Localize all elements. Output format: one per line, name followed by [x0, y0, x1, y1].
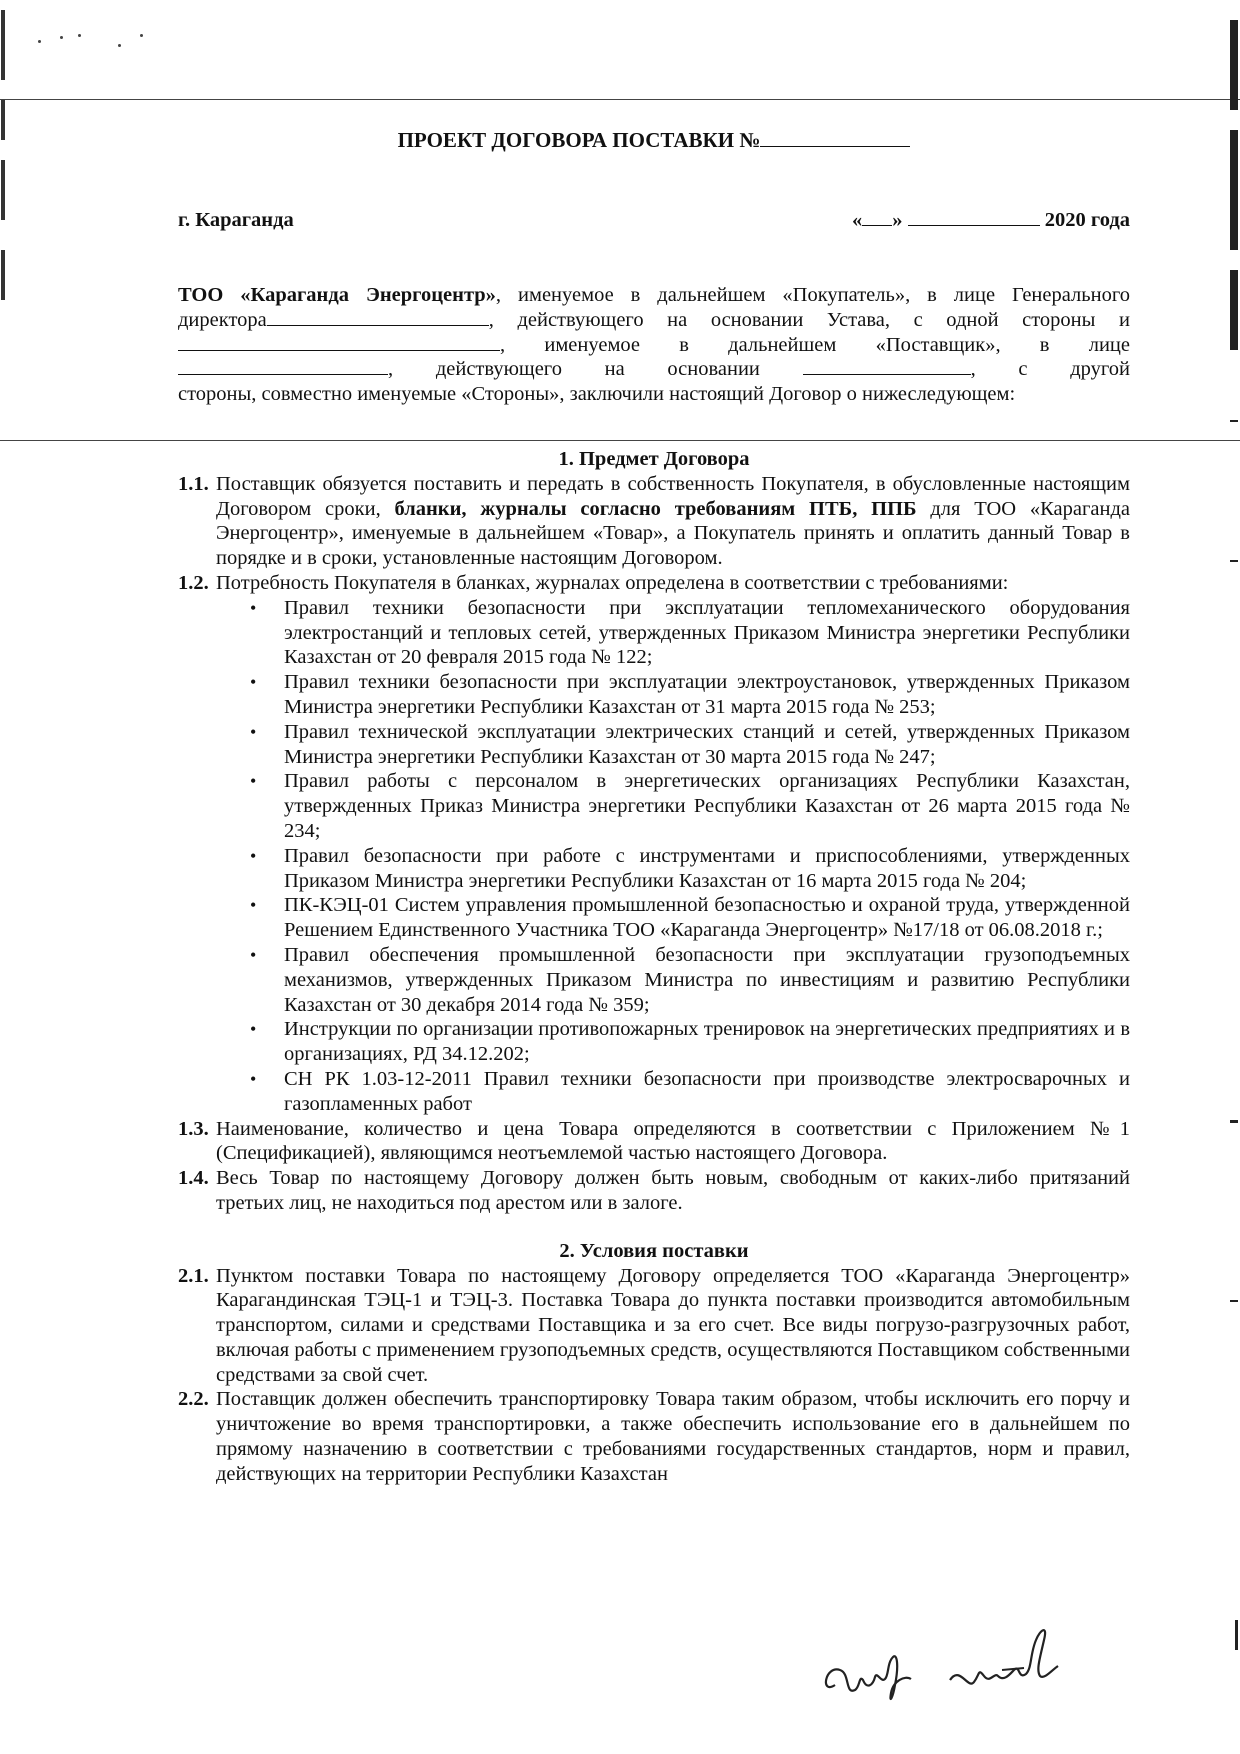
section-1-heading: 1. Предмет Договора [558, 448, 750, 470]
clause-1-3: 1.3. Наименование, количество и цена Товара определяются в соответствии с Приложением №1 (Спецификацией), являющимся неотъемлемой частью настоящего Договора. [178, 1117, 1130, 1165]
document-title: ПРОЕКТ ДОГОВОРА ПОСТАВКИ № [178, 128, 1130, 153]
date-field: « » 2020 года [852, 209, 1130, 231]
bullet-icon: • [250, 771, 257, 792]
requirement-item: • Правил безопасности при работе с инструментами и приспособлениями, утвержденных Приказом Министра энергетики Республики Казахстан от 16 марта 2015 года № 204; [250, 844, 1130, 892]
bullet-icon: • [250, 721, 257, 742]
scan-edge-left [0, 0, 8, 320]
requirement-item: • Правил техники безопасности при эксплуатации электроустановок, утвержденных Приказом Министра энергетики Республики Казахстан от 31 марта 2015 года № 253; [250, 671, 1130, 718]
contract-number-blank[interactable] [760, 128, 910, 147]
contract-body [178, 447, 1130, 1487]
supplier-name-blank[interactable] [178, 333, 500, 351]
scan-edge-right [1226, 0, 1240, 1754]
clause-1-4: 1.4. Весь Товар по настоящему Договору должен быть новым, свободным от каких-либо притязаний третьих лиц, не находиться под арестом или в залоге. [178, 1167, 1130, 1214]
requirements-list [178, 596, 1130, 1117]
month-blank[interactable] [908, 209, 1040, 226]
clause-2-2: 2.2. Поставщик должен обеспечить транспортировку Товара таким образом, чтобы исключить его порчу и уничтожение во время транспортировки, а также обеспечить использование его в дальнейшем по прямому назначению в соответствии с требованиями государственных стандартов, норм и правил, действующих на территории Республики Казахстан [178, 1388, 1130, 1485]
city-label: г. Караганда [178, 209, 294, 231]
clause-1-1: 1.1. Поставщик обязуется поставить и передать в собственность Покупателя, в обусловленные настоящим Договором сроки, бланки, журналы согласно требованиям ПТБ, ППБ для ТОО «Караганда Энергоцентр», именуемые в дальнейшем «Товар», а Покупатель принять и оплатить данный Товар в порядке и в сроки, установленные настоящим Договором. [178, 472, 1131, 570]
buyer-name: ТОО «Караганда Энергоцентр» [178, 284, 496, 306]
day-blank[interactable] [862, 209, 892, 226]
preamble: ТОО «Караганда Энергоцентр», именуемое в дальнейшем «Покупатель», в лице Генерального директора , действующего на основании Устава, с одной стороны и , именуемое в дальнейшем «Поставщик», в лице , действующего на основании , с другой стороны, совместно именуемые «Стороны», заключили настоящий Договор о нижеследующем: [178, 284, 1130, 406]
scan-line-middle [0, 440, 1240, 441]
scan-line-top [0, 99, 1240, 100]
bullet-icon: • [250, 597, 257, 618]
requirement-item: • ПК-КЭЦ-01 Систем управления промышленной безопасностью и охраной труда, утвержденной Решением Единственного Участника ТОО «Караганда Энергоцентр» №17/18 от 06.08.2018 г.; [250, 894, 1130, 942]
bullet-icon: • [250, 895, 257, 916]
basis-blank[interactable] [803, 357, 971, 375]
bullet-icon: • [250, 1068, 257, 1089]
director-name-blank[interactable] [267, 308, 489, 326]
bullet-icon: • [250, 944, 257, 965]
requirement-item: • СН РК 1.03-12-2011 Правил техники безопасности при производстве электросварочных и газопламенных работ [250, 1067, 1130, 1115]
requirement-item: • Инструкции по организации противопожарных тренировок на энергетических предприятиях и в организациях, РД 34.12.202; [250, 1018, 1130, 1066]
initials-signature-1 [815, 1635, 935, 1715]
bullet-icon: • [250, 845, 257, 866]
requirement-item: • Правил обеспечения промышленной безопасности при эксплуатации грузоподъемных механизмов, утвержденных Приказом Министра по инвестициям и развитию Республики Казахстан от 30 декабря 2014 года № 359; [250, 943, 1130, 1016]
requirement-item: • Правил техники безопасности при эксплуатации тепломеханического оборудования электростанций и тепловых сетей, утвержденных Приказом Министра энергетики Республики Казахстан от 20 февраля 2015 года № 122; [250, 596, 1130, 669]
place-date-row [178, 208, 1130, 233]
requirement-item: • Правил работы с персоналом в энергетических организациях Республики Казахстан, утвержденных Приказ Министра энергетики Республики Казахстан от 26 марта 2015 года № 234; [250, 770, 1130, 842]
requirement-item: • Правил технической эксплуатации электрических станций и сетей, утвержденных Приказом Министра энергетики Республики Казахстан от 30 марта 2015 года № 247; [250, 720, 1130, 768]
clause-2-1: 2.1. Пунктом поставки Товара по настоящему Договору определяется ТОО «Караганда Энергоцентр» Карагандинская ТЭЦ-1 и ТЭЦ-3. Поставка Товара до пункта поставки производится автомобильным транспортом, силами и средствами Поставщика и за его счет. Все виды погрузо-разгрузочных работ, включая работы с применением грузоподъемных средств, осуществляются Поставщиком собственными средствами за свой счет. [178, 1264, 1130, 1386]
bullet-icon: • [250, 1019, 257, 1040]
clause-1-2: 1.2. Потребность Покупателя в бланках, журналах определена в соответствии с требованиями: [178, 571, 1009, 594]
initials-signature-2 [940, 1610, 1070, 1710]
section-2-heading: 2. Условия поставки [559, 1239, 749, 1262]
bullet-icon: • [250, 672, 257, 693]
supplier-rep-blank[interactable] [178, 357, 388, 375]
